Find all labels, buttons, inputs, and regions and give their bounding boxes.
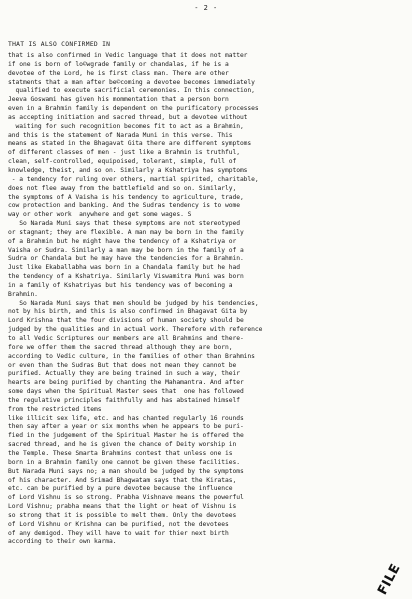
text-line: Just like Ekaballabha was born in a Chandala family but he had xyxy=(8,264,240,272)
text-line: of Lord Vishnu is so strong. Prabha Vishnave means the powerful xyxy=(8,494,244,502)
document-body xyxy=(8,52,404,547)
text-line: to all Vedic Scriptures our members are all Brahmins and there- xyxy=(8,335,244,342)
text-line: judged by the qualities and in actual work. Therefore with reference xyxy=(8,326,263,334)
text-line: the tendency of a Kshatriya. Similarly Viswamitra Muni was born xyxy=(8,273,244,281)
text-line: Brahmin. xyxy=(8,290,38,298)
text-line: etc. can be purified by a pure devotee because the influence xyxy=(8,485,233,493)
text-line: Vaisha or Sudra. Similarly a man may be born in the family of a xyxy=(8,246,244,254)
text-line: So Narada Muni says that men should be judged by his tendencies, xyxy=(8,299,259,307)
text-line: Sudra or Chandala but he may have the tendencies for a Brahmin. xyxy=(8,255,244,263)
text-line: some days when the Spiritual Master sees that one has followed xyxy=(8,388,244,396)
text-line: sacred thread, and he is given the chance of Deity worship in xyxy=(8,441,237,449)
text-line: even in a Brahmin family is dependent on the purificatory processes xyxy=(8,105,259,113)
text-line: like illicit sex life, etc. and has chanted regularly 16 rounds xyxy=(8,414,244,422)
text-line: so strong that it is possible to melt them. Only the devotees xyxy=(8,511,237,519)
text-line: and this is the statement of Narada Muni in this verse. This xyxy=(8,131,233,139)
text-line: So Narada Muni says that these symptoms are not stereotyped xyxy=(8,220,240,228)
text-line: from the restricted items xyxy=(8,405,102,413)
text-line: according to their own karma. xyxy=(8,538,117,546)
page-number: - 2 - xyxy=(194,4,218,12)
text-line: that is also confirmed in Vedic language that it does not matter xyxy=(8,52,248,59)
text-line: the Temple. These Smarta Brahmins contest that unless one is xyxy=(8,449,233,457)
text-line: - a tendency for ruling over others, martial spirited, charitable, xyxy=(8,175,259,183)
text-line: not by his birth, and this is also confirmed in Bhagavat Gita by xyxy=(8,308,248,316)
file-stamp: FILE xyxy=(375,561,404,598)
text-line: Jeeva Goswami has given his mommentation that a person born xyxy=(8,96,229,104)
text-line: purified. Actually they are being trained in such a way, their xyxy=(8,370,240,378)
text-line: cow protection and banking. And the Sudras tendency is to wome xyxy=(8,202,240,210)
text-line: of a Brahmin but he might have the tendency of a Kshatriya or xyxy=(8,237,237,245)
text-line: the symptoms of A Vaisha is his tendency to agriculture, trade, xyxy=(8,193,244,201)
text-line: devotee of the Lord, he is first class man. There are other xyxy=(8,69,229,77)
text-line: in a family of Kshatriyas but his tendency was of becoming a xyxy=(8,281,233,289)
text-line: born in a Brahmin family one cannot be given these facilities. xyxy=(8,458,240,466)
text-line: of his character. And Srimad Bhagwatam says that the Kiratas, xyxy=(8,476,237,484)
text-line: knowledge, theist, and so on. Similarly a Kshatriya has symptoms xyxy=(8,166,248,174)
text-line: Lord Krishna that the four divisions of human society should be xyxy=(8,317,244,325)
text-line: or even than the Sudras But that does not mean they cannot be xyxy=(8,361,237,369)
text-line: fied in the judgement of the Spiritual Master he is offered the xyxy=(8,432,244,440)
text-line: as accepting initiation and sacred thread, but a devotee without xyxy=(8,113,248,121)
text-line: of different classes of men - just like a Brahmin is truthful, xyxy=(8,149,240,157)
text-line: hearts are being purified by chanting the Mahamantra. And after xyxy=(8,379,244,387)
text-line: statments that a man after be©coming a devotee becomes immediately xyxy=(8,78,255,86)
text-line: if one is born of lo©wgrade family or chandalas, if he is a xyxy=(8,60,229,68)
text-line: Lord Vishnu; prabha means that the light or heat of Vishnu is xyxy=(8,503,237,511)
text-line: way or other work anywhere and get some wages. S xyxy=(8,211,192,219)
section-heading: THAT IS ALSO CONFIRMED IN xyxy=(8,41,111,48)
text-line: of any demigod. They will have to wait for thier next birth xyxy=(8,529,229,537)
text-line: does not flee away from the battlefield and so on. Similarly, xyxy=(8,184,237,192)
text-line: means as stated in the Bhagavat Gita there are different symptoms xyxy=(8,140,252,148)
text-line: according to Vedic culture, in the families of other than Brahmins xyxy=(8,352,255,360)
text-line: of Lord Vishnu or Krishna can be purified, not the devotees xyxy=(8,520,229,528)
text-line: waiting for such recognition becomes fit to act as a Brahmin, xyxy=(8,122,244,130)
text-line: qualified to execute sacrificial ceremonies. In this connection, xyxy=(8,87,255,95)
text-line: or stagnant; they are flexible. A man may be born in the family xyxy=(8,228,244,236)
text-line: clean, self-controlled, equipoised, tolerant, simple, full of xyxy=(8,158,237,166)
text-line: fore we offer them the sacred thread although they are born, xyxy=(8,343,233,351)
text-line: the regulative principles faithfully and has abstained himself xyxy=(8,396,240,404)
text-line: But Narada Muni says no; a man should be judged by the symptoms xyxy=(8,467,244,475)
text-line: then say after a year or six months when he appears to be puri- xyxy=(8,423,244,431)
